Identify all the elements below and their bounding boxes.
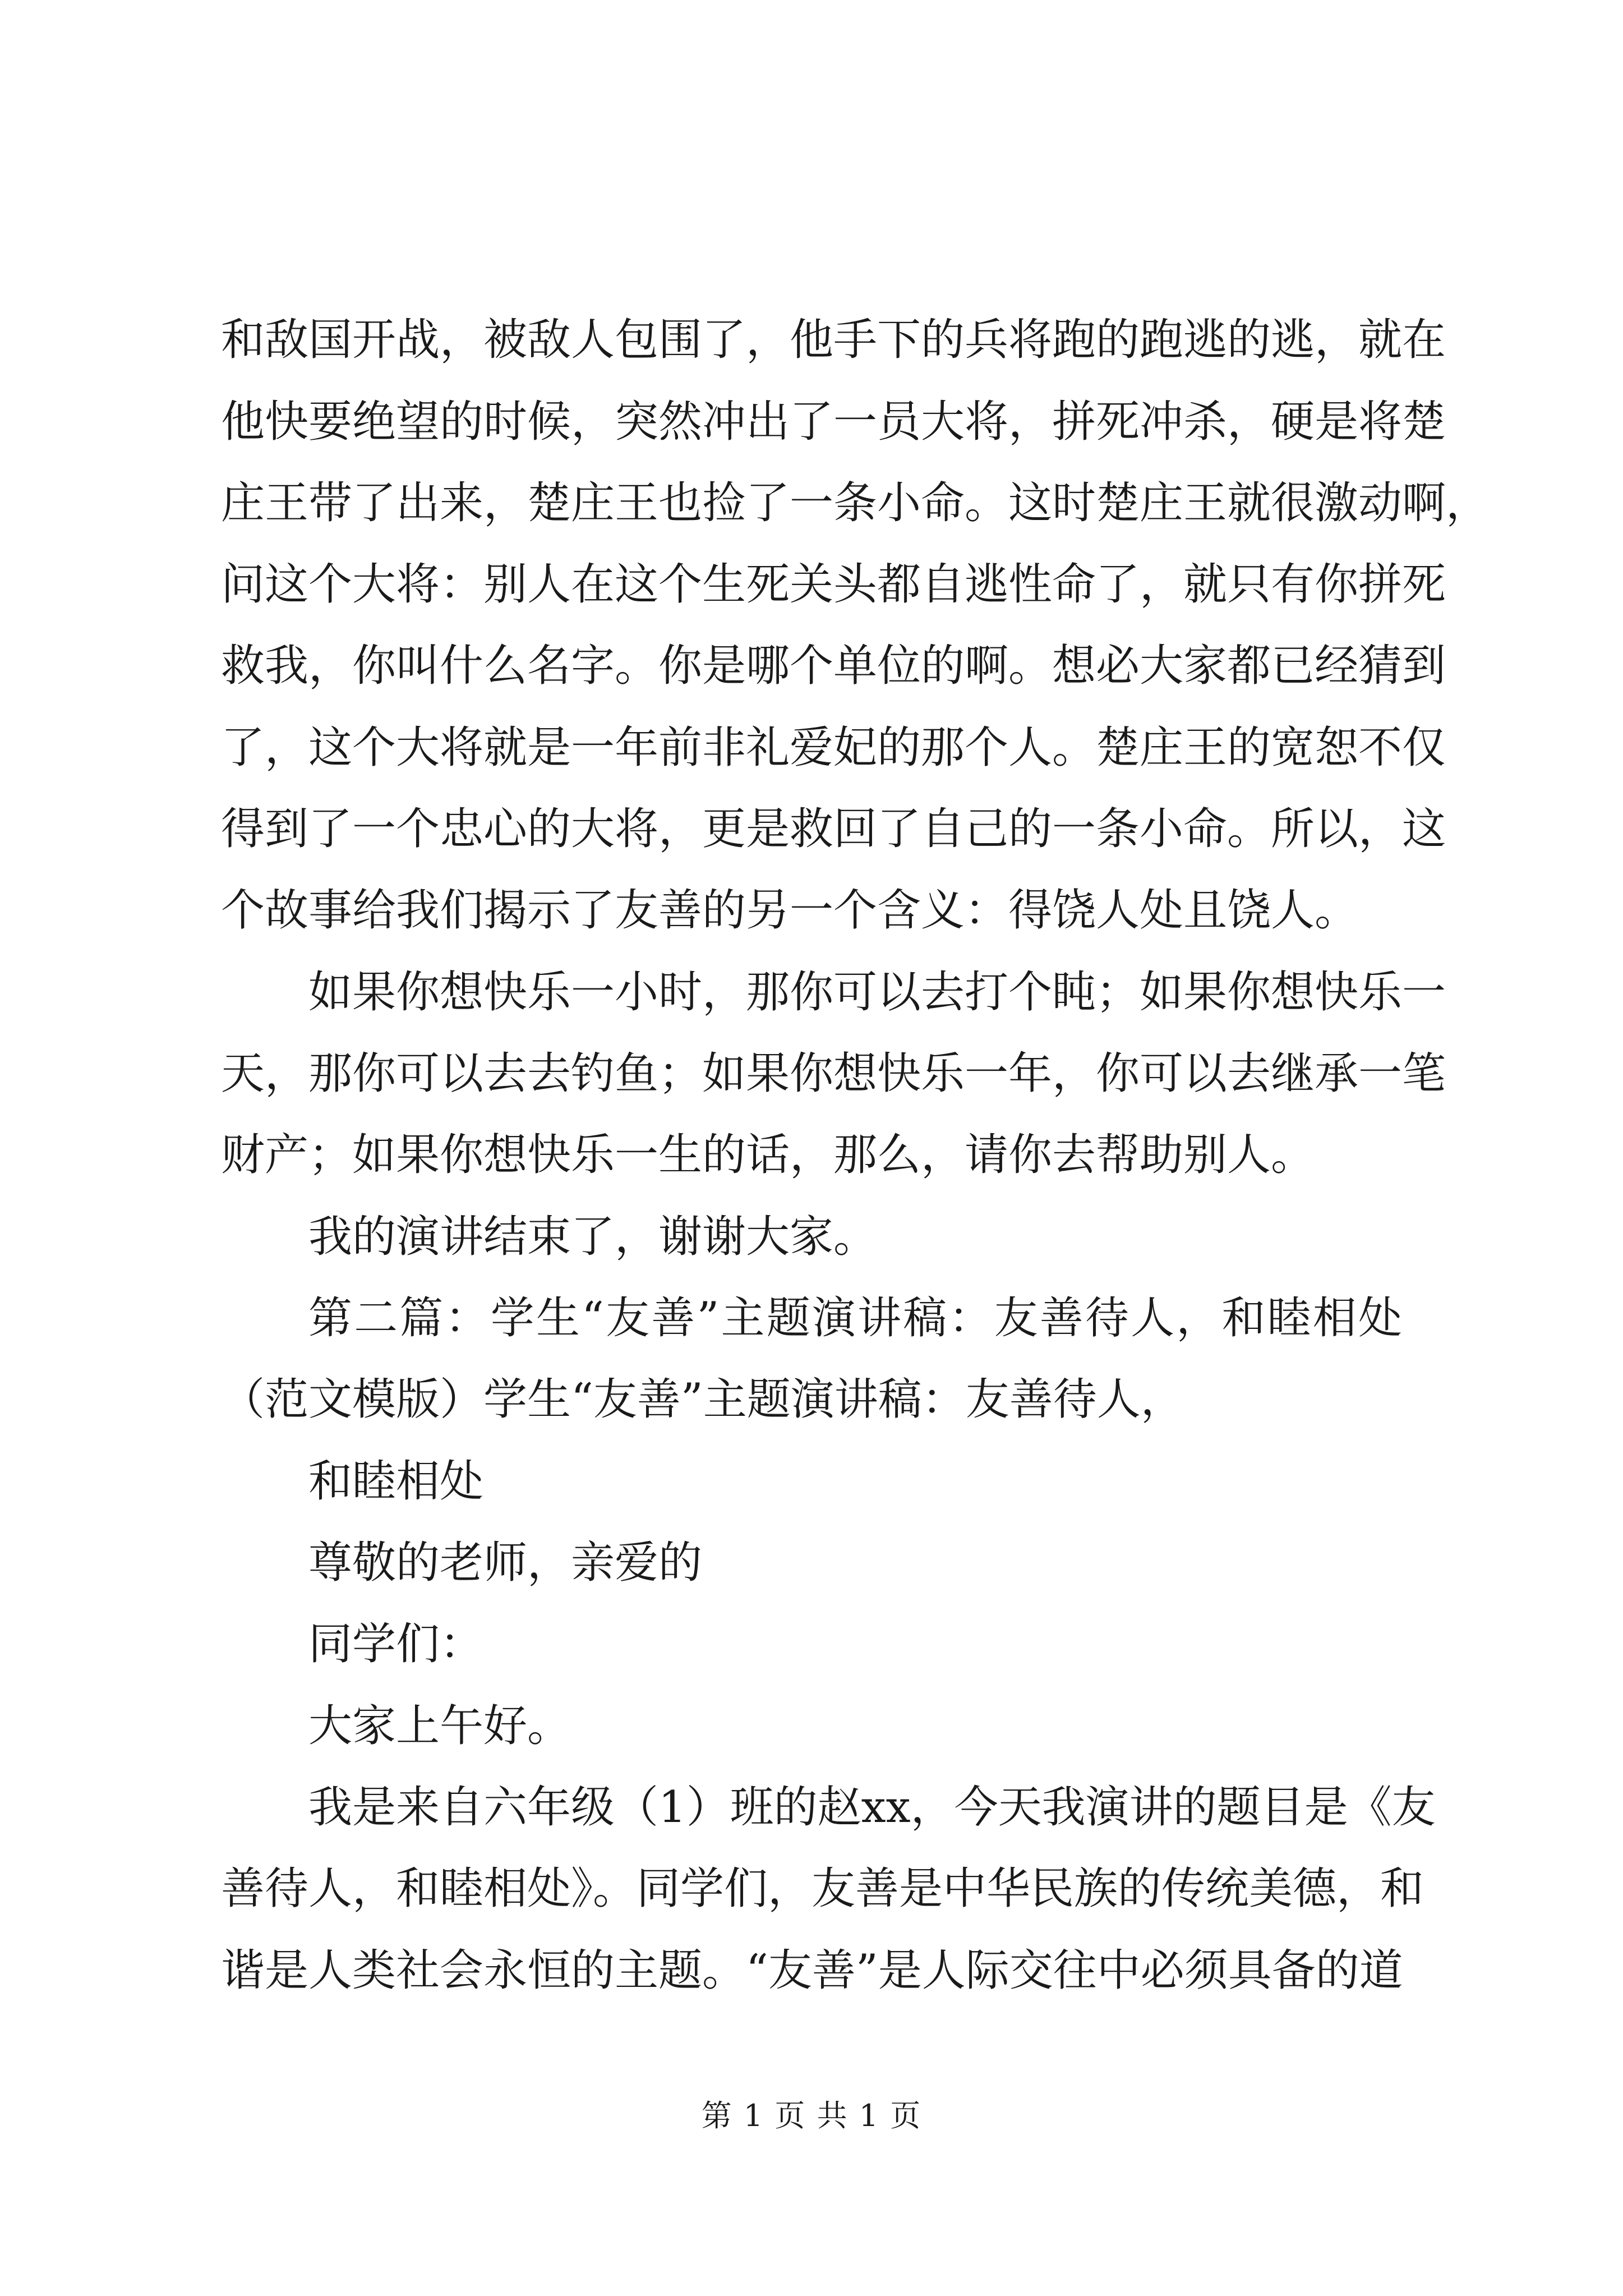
paragraph-first-line: 如果你想快乐一小时，那你可以去打个盹；如果你想快乐一 bbox=[308, 967, 1446, 1018]
text-line: 个故事给我们揭示了友善的另一个含义：得饶人处且饶人。 bbox=[221, 885, 1359, 936]
text-line: 救我，你叫什么名字。你是哪个单位的啊。想必大家都已经猜到 bbox=[221, 641, 1446, 691]
text-line: 天，那你可以去去钓鱼；如果你想快乐一年，你可以去继承一笔 bbox=[221, 1048, 1446, 1099]
text-line: 了，这个大将就是一年前非礼爱妃的那个人。楚庄王的宽恕不仅 bbox=[221, 723, 1446, 773]
text-line: 善待人，和睦相处》。同学们，友善是中华民族的传统美德，和 bbox=[221, 1864, 1424, 1914]
paragraph-first-line: 同学们： bbox=[308, 1619, 484, 1669]
paragraph-first-line: 和睦相处 bbox=[308, 1456, 484, 1507]
paragraph-first-line: 我的演讲结束了，谢谢大家。 bbox=[308, 1212, 878, 1262]
text-line: 得到了一个忠心的大将，更是救回了自己的一条小命。所以，这 bbox=[221, 804, 1446, 854]
text-line: 庄王带了出来，楚庄王也捡了一条小命。这时楚庄王就很激动啊， bbox=[221, 478, 1490, 528]
text-line: 和敌国开战，被敌人包围了，他手下的兵将跑的跑逃的逃，就在 bbox=[221, 315, 1446, 365]
page-footer: 第 1 页 共 1 页 bbox=[701, 2098, 922, 2133]
text-line: 谐是人类社会永恒的主题。“友善”是人际交往中必须具备的道 bbox=[221, 1945, 1403, 1996]
section-heading-continued: （范文模版）学生“友善”主题演讲稿：友善待人， bbox=[221, 1374, 1184, 1425]
section-heading: 第二篇：学生“友善”主题演讲稿：友善待人，和睦相处 bbox=[308, 1293, 1402, 1343]
text-line: 问这个大将：别人在这个生死关头都自逃性命了，就只有你拼死 bbox=[221, 559, 1446, 610]
paragraph-first-line: 尊敬的老师，亲爱的 bbox=[308, 1538, 703, 1588]
text-line: 他快要绝望的时候，突然冲出了一员大将，拼死冲杀，硬是将楚 bbox=[221, 397, 1446, 447]
paragraph-first-line: 我是来自六年级（1）班的赵xx，今天我演讲的题目是《友 bbox=[308, 1782, 1436, 1833]
text-line: 财产；如果你想快乐一生的话，那么，请你去帮助别人。 bbox=[221, 1130, 1315, 1180]
paragraph-first-line: 大家上午好。 bbox=[308, 1701, 571, 1751]
